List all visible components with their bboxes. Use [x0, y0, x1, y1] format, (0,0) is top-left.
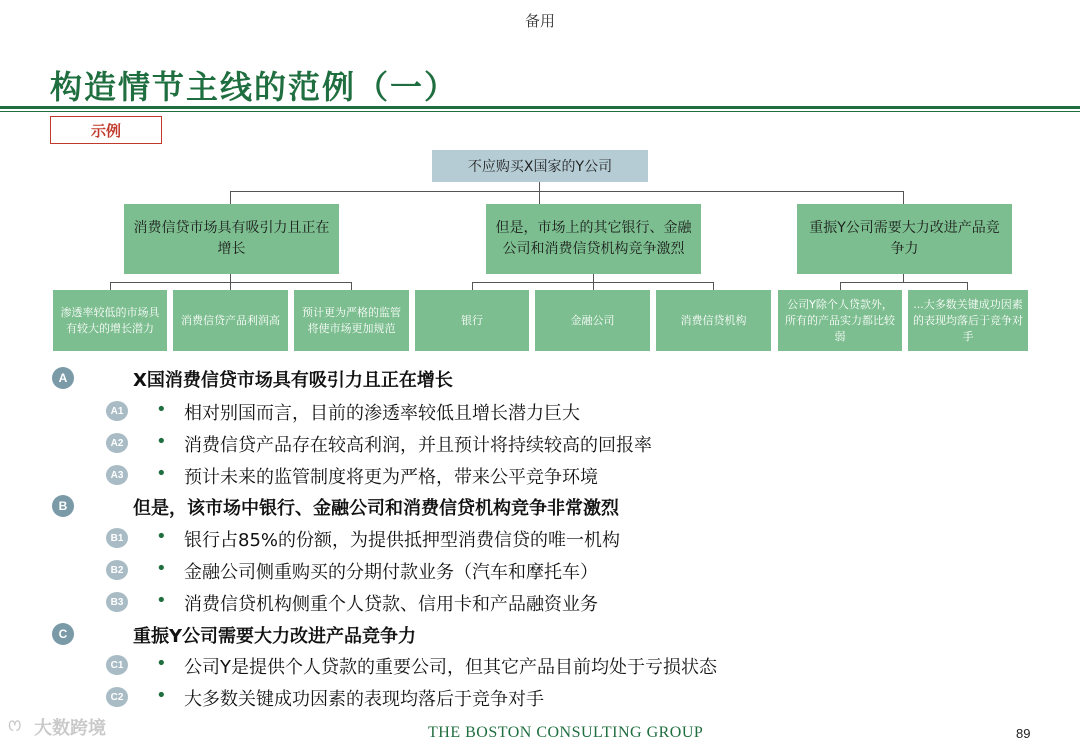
slide-title: 构造情节主线的范例（一） — [50, 68, 459, 106]
tree-leaf-c2: ...大多数关键成功因素的表现均落后于竞争对手 — [908, 290, 1028, 351]
outline-item-b1 — [0, 523, 1080, 553]
item-text: 消费信贷产品存在较高利润，并且预计将持续较高的回报率 — [184, 435, 652, 456]
heading-text: X国消费信贷市场具有吸引力且正在增长 — [133, 370, 453, 391]
section-badge: C — [52, 623, 74, 645]
heading-text: 但是，该市场中银行、金融公司和消费信贷机构竞争非常激烈 — [133, 498, 619, 519]
item-text: 消费信贷机构侧重个人贷款、信用卡和产品融资业务 — [184, 594, 598, 615]
item-text: 预计未来的监管制度将更为严格，带来公平竞争环境 — [184, 467, 598, 488]
tree-leaf-b3: 消费信贷机构 — [656, 290, 771, 351]
item-badge: A1 — [106, 401, 128, 421]
bullet-icon: • — [156, 558, 167, 579]
outline-item-a2 — [0, 428, 1080, 458]
tree-branch-b: 但是，市场上的其它银行、金融公司和消费信贷机构竞争激烈 — [486, 204, 701, 274]
item-badge: C1 — [106, 655, 128, 675]
section-badge: A — [52, 367, 74, 389]
outline-heading-a — [0, 363, 1080, 393]
page-number: 89 — [1016, 726, 1031, 741]
tree-branch-a: 消费信贷市场具有吸引力且正在增长 — [124, 204, 339, 274]
bullet-icon: • — [156, 685, 167, 706]
heading-text: 重振Y公司需要大力改进产品竞争力 — [133, 626, 417, 647]
item-badge: A3 — [106, 465, 128, 485]
bullet-icon: • — [156, 463, 167, 484]
item-text: 公司Y是提供个人贷款的重要公司，但其它产品目前均处于亏损状态 — [184, 657, 717, 678]
item-text: 相对别国而言，目前的渗透率较低且增长潜力巨大 — [184, 403, 580, 424]
tree-leaf-b2: 金融公司 — [535, 290, 650, 351]
outline-item-a1 — [0, 396, 1080, 426]
item-badge: C2 — [106, 687, 128, 707]
bullet-icon: • — [156, 590, 167, 611]
item-text: 金融公司侧重购买的分期付款业务（汽车和摩托车） — [184, 562, 598, 583]
tree-root: 不应购买X国家的Y公司 — [432, 150, 648, 182]
outline-item-b3 — [0, 587, 1080, 617]
watermark-icon: ꯁ — [8, 716, 22, 735]
top-label: 备用 — [524, 12, 555, 30]
tree-leaf-a3: 预计更为严格的监管将使市场更加规范 — [294, 290, 409, 351]
item-badge: B3 — [106, 592, 128, 612]
outline-item-c1 — [0, 650, 1080, 680]
item-badge: B2 — [106, 560, 128, 580]
item-badge: B1 — [106, 528, 128, 548]
footer-brand: THE BOSTON CONSULTING GROUP — [428, 724, 704, 741]
item-text: 大多数关键成功因素的表现均落后于竞争对手 — [184, 689, 544, 710]
outline-item-c2 — [0, 682, 1080, 712]
outline-item-b2 — [0, 555, 1080, 585]
item-badge: A2 — [106, 433, 128, 453]
tree-leaf-b1: 银行 — [415, 290, 529, 351]
bullet-icon: • — [156, 526, 167, 547]
outline-heading-c — [0, 619, 1080, 649]
tree-branch-c: 重振Y公司需要大力改进产品竞争力 — [797, 204, 1012, 274]
section-badge: B — [52, 495, 74, 517]
tree-leaf-c1: 公司Y除个人贷款外，所有的产品实力都比较弱 — [778, 290, 902, 351]
bullet-icon: • — [156, 431, 167, 452]
tree-leaf-a2: 消费信贷产品利润高 — [173, 290, 288, 351]
example-tag: 示例 — [50, 116, 162, 144]
bullet-icon: • — [156, 653, 167, 674]
item-text: 银行占85%的份额，为提供抵押型消费信贷的唯一机构 — [184, 530, 621, 551]
bullet-icon: • — [156, 399, 167, 420]
tree-leaf-a1: 渗透率较低的市场具有较大的增长潜力 — [53, 290, 167, 351]
watermark: 大数跨境 — [34, 718, 106, 739]
outline-item-a3 — [0, 460, 1080, 490]
outline-heading-b — [0, 491, 1080, 521]
